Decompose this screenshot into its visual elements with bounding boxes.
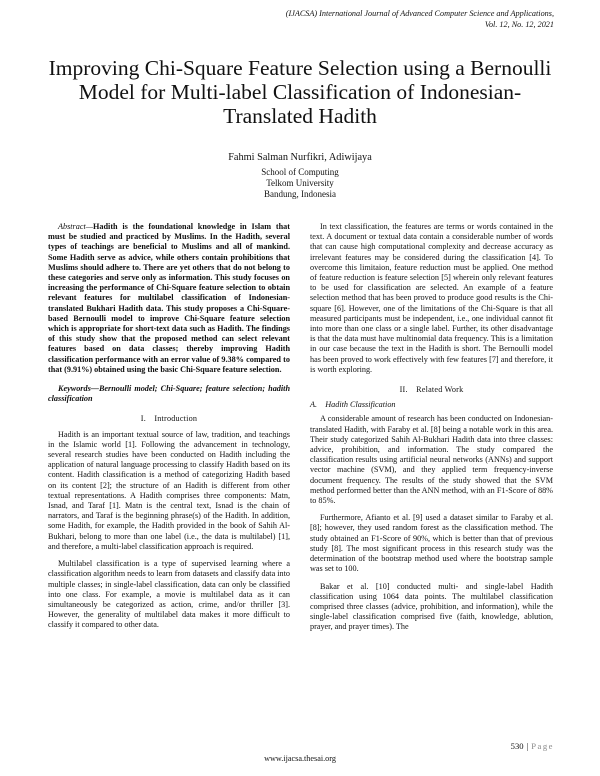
affiliation-university: Telkom University [266, 178, 334, 188]
intro-paragraph-2: Multilabel classification is a type of supervised learning where a classification algorithm needs to learn from datasets and classify data into multiple classes; in single-label classification, data can only be classified into one class. For example, a movie is multilabel data as it can simultaneously be categorized as action, crime, and/or thriller [3]. However, the generality of multilabel data makes it more difficult to classify it compared to other data. [48, 559, 290, 630]
page-number-separator: | [526, 741, 529, 751]
intro-paragraph-3: In text classification, the features are terms or words contained in the text. A document or textual data contain a considerable number of words that can cause high computational complexity and decrease accuracy as irrelevant features may be considered during the classification [4]. To overcome this limitaion, feature reduction must be applied. One method of feature reduction is feature selection [5] wherein only relevant features to be used for classification are selected. An example of a feature selection method that has been proved to produce good results is the Chi-square [6]. However, one of the limitations of the Chi-Square is that all measured participants must be independent, i.e., one individual cannot fit into more than one class or a single label. Further, its other disadvantage is that the data must have multinomial data frequency. This is a limitation in our case because the text in the Hadith is short. The Bernoulli model has been proved to work effectively with few features [7] and therefore, it is worth exploring. [310, 222, 553, 374]
abstract-text: Hadith is the foundational knowledge in Islam that must be studied and practiced by Muslims. In the Hadith, several types of teachings are beneficial to Muslims and all of mankind. Some Hadith serve as advice, while others contain prohibitions that Muslims should adhere to. There are yet others that do not belong to these categories and serve only as information. This study focuses on increasing the performance of Chi-Square feature selection to obtain relevant features for multilabel classification of Indonesian-translated Bukhari Hadith data. This study proposes a Chi-Square-based Bernoulli model to improve Chi-Square feature selection which is appropriate for short-text data such as Hadith. The findings of this study show that the proposed method can select relevant features based on data classes; thereby improving Hadith classification performance with an error value of 9.38% compared to that (9.91%) obtained using the basic Chi-Square feature selection. [48, 222, 290, 374]
page-number [511, 741, 554, 751]
paper-title: Improving Chi-Square Feature Selection using a Bernoulli Model for Multi-label Classification of Indonesian-Translated Hadith [48, 56, 552, 128]
author-list: Fahmi Salman Nurfikri, Adiwijaya [228, 152, 372, 163]
journal-header-line2: Vol. 12, No. 12, 2021 [484, 19, 554, 29]
footer-url[interactable]: www.ijacsa.thesai.org [264, 754, 336, 763]
subsection-heading-hadith-classification: A. Hadith Classification [310, 400, 396, 410]
page-number-value: 530 [510, 741, 524, 751]
related-paragraph-2: Furthermore, Afianto et al. [9] used a dataset similar to Faraby et al. [8]; however, they used random forest as the classification method. The study obtained an F1-Score of 90%, which is better than that of previous study [8]. The most significant process in this research study was the determination of the bootstrap method used where the bootstrap sample was set to 100. [310, 513, 553, 574]
right-column [310, 222, 553, 640]
journal-header [134, 9, 554, 30]
left-column [48, 222, 290, 638]
intro-paragraph-1: Hadith is an important textual source of law, tradition, and teachings in the Islamic world [1]. Following the advancement in technology, several research studies have been conducted on Hadith including the application of natural language processing to classify Hadith based on its content. Hadith classification is a method of categorizing Hadith based on its content [2]; the structure of an Hadith is different from other textual representations. A Hadith comprises three components: Matn, Isnad, and Taraf [1]. Matn is the central text, Isnad is the chain of narrators, and Taraf is the beginning phrase(s) of the Hadith. In addition, some Hadith, for example, the Hadith provided in the book of Sahih Al-Bukhari, belong to more than one label (i.e., the data is multilabel) [1], and therefore, a multi-label classification approach is required. [48, 429, 290, 551]
section-heading-introduction: I. Introduction [140, 414, 198, 424]
page-word: Page [531, 741, 554, 751]
section-heading-related-work: II. Related Work [399, 385, 464, 395]
affiliation-school: School of Computing [261, 167, 339, 177]
abstract-label: Abstract— [58, 222, 94, 231]
affiliation [0, 167, 600, 200]
keywords: Keywords—Bernoulli model; Chi-Square; feature selection; hadith classification [48, 384, 290, 404]
affiliation-city: Bandung, Indonesia [264, 189, 336, 199]
journal-header-line1: (IJACSA) International Journal of Advanced Computer Science and Applications, [285, 9, 554, 18]
abstract [48, 222, 290, 375]
related-paragraph-3: Bakar et al. [10] conducted multi- and single-label Hadith classification using 1064 data points. The multilabel classification comprised three classes (advice, prohibition, and information), while the single-label classification comprised five (faith, knowledge, ablution, prayer, and prayer times). The [310, 581, 553, 632]
related-paragraph-1: A considerable amount of research has been conducted on Indonesian-translated Hadith, with Faraby et al. [8] being a notable work in this area. Their study categorized Sahih Al-Bukhari Hadith data into three classes: advice, prohibition, and information. The study compared the classification results using artificial neural networks (ANNs) and support vector machine (SVM), and they applied term frequency-inverse document frequency. The results of the study showed that the SVM method performed better than the ANN method, with an F1-Score of 88% to 85%. [310, 414, 553, 506]
